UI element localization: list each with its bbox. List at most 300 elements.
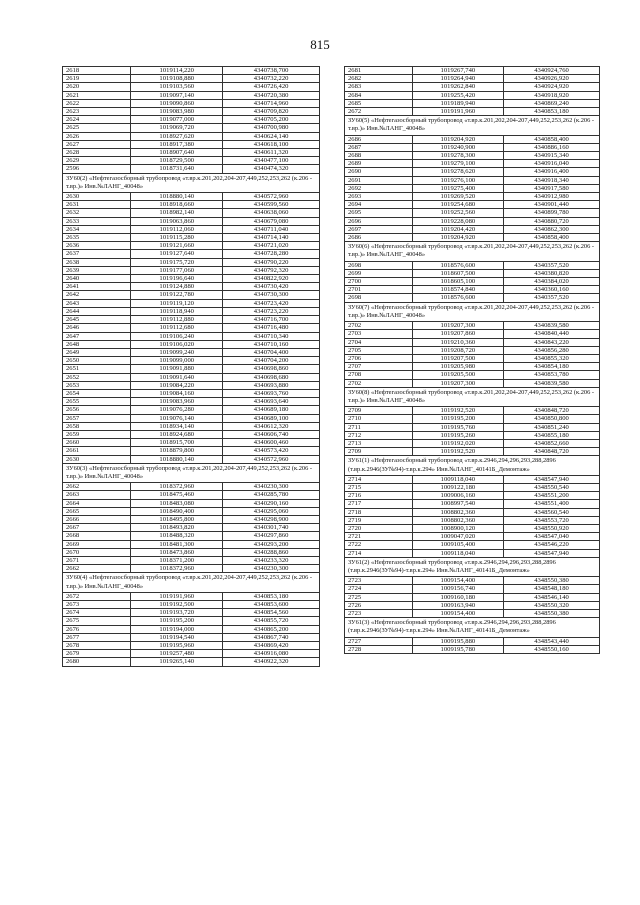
x-coordinate: 1018473,860 xyxy=(131,548,223,556)
y-coordinate: 4348546,140 xyxy=(504,593,600,601)
y-coordinate: 4340924,760 xyxy=(504,67,600,75)
y-coordinate: 4340599,560 xyxy=(223,201,320,209)
point-number: 2724 xyxy=(345,585,413,593)
table-row xyxy=(63,406,320,414)
table-row xyxy=(63,140,320,148)
y-coordinate: 4340851,240 xyxy=(504,423,600,431)
point-number: 2691 xyxy=(345,176,413,184)
table-row xyxy=(63,234,320,242)
table-row xyxy=(345,346,600,354)
point-number: 2621 xyxy=(63,91,131,99)
y-coordinate: 4340477,100 xyxy=(223,157,320,165)
section-header: ЗУ60(3) «Нефтегазосборный трубопровод «т.вр.к.201,202,204-207,449,252,253,262 (к.206 - т.вр.)» Инв.№ЛАНГ_40048» xyxy=(63,463,320,482)
x-coordinate: 1019069,720 xyxy=(131,124,223,132)
table-row xyxy=(63,357,320,365)
y-coordinate: 4340572,960 xyxy=(223,193,320,201)
table-row xyxy=(63,491,320,499)
point-number: 2723 xyxy=(345,610,413,618)
point-number: 2631 xyxy=(63,201,131,209)
point-number: 2722 xyxy=(345,541,413,549)
section-header: ЗУ60(5) «Нефтегазосборный трубопровод «т.вр.к.201,202,204-207,449,252,253,262 (к.206 - т.вр.)» Инв.№ЛАНГ_40048» xyxy=(345,116,600,135)
point-number: 2623 xyxy=(63,108,131,116)
point-number: 2632 xyxy=(63,209,131,217)
point-number: 2728 xyxy=(345,645,413,653)
x-coordinate: 1018917,380 xyxy=(131,140,223,148)
y-coordinate: 4340380,820 xyxy=(504,269,600,277)
point-number: 2634 xyxy=(63,225,131,233)
x-coordinate: 1019108,880 xyxy=(131,75,223,83)
x-coordinate: 1018576,600 xyxy=(412,294,503,302)
x-coordinate: 1019099,000 xyxy=(131,357,223,365)
table-row xyxy=(63,625,320,633)
table-row xyxy=(63,548,320,556)
table-row xyxy=(63,455,320,463)
y-coordinate: 4340924,920 xyxy=(504,83,600,91)
y-coordinate: 4348550,540 xyxy=(504,483,600,491)
table-row xyxy=(345,585,600,593)
x-coordinate: 1019083,980 xyxy=(131,108,223,116)
y-coordinate: 4340918,340 xyxy=(504,176,600,184)
y-coordinate: 4348543,440 xyxy=(504,637,600,645)
x-coordinate: 1019192,520 xyxy=(412,448,503,456)
x-coordinate: 1019207,500 xyxy=(412,354,503,362)
x-coordinate: 1018495,800 xyxy=(131,515,223,523)
table-row xyxy=(345,448,600,456)
x-coordinate: 1019264,940 xyxy=(412,75,503,83)
section-header-row xyxy=(345,302,600,321)
point-number: 2727 xyxy=(345,637,413,645)
x-coordinate: 1019175,720 xyxy=(131,258,223,266)
table-row xyxy=(345,439,600,447)
table-row xyxy=(63,83,320,91)
table-row xyxy=(345,516,600,524)
point-number: 2628 xyxy=(63,149,131,157)
x-coordinate: 1019193,720 xyxy=(131,609,223,617)
point-number: 2675 xyxy=(63,617,131,625)
y-coordinate: 4340848,720 xyxy=(504,448,600,456)
y-coordinate: 4340624,140 xyxy=(223,132,320,140)
table-row xyxy=(345,209,600,217)
x-coordinate: 1018483,080 xyxy=(131,499,223,507)
point-number: 2646 xyxy=(63,324,131,332)
x-coordinate: 1019115,280 xyxy=(131,234,223,242)
point-number: 2682 xyxy=(345,75,413,83)
y-coordinate: 4340848,720 xyxy=(504,407,600,415)
table-row xyxy=(345,217,600,225)
y-coordinate: 4340839,580 xyxy=(504,322,600,330)
table-row xyxy=(63,266,320,274)
y-coordinate: 4340297,860 xyxy=(223,532,320,540)
x-coordinate: 1019191,960 xyxy=(131,592,223,600)
y-coordinate: 4340843,220 xyxy=(504,338,600,346)
table-row xyxy=(63,609,320,617)
point-number: 2681 xyxy=(345,67,413,75)
table-row xyxy=(345,363,600,371)
y-coordinate: 4340288,860 xyxy=(223,548,320,556)
x-coordinate: 1019205,980 xyxy=(412,363,503,371)
point-number: 2713 xyxy=(345,439,413,447)
x-coordinate: 1019207,300 xyxy=(412,379,503,387)
x-coordinate: 1008900,120 xyxy=(412,524,503,532)
x-coordinate: 1019257,480 xyxy=(131,650,223,658)
x-coordinate: 1019084,160 xyxy=(131,389,223,397)
x-coordinate: 1019207,300 xyxy=(412,322,503,330)
y-coordinate: 4340854,180 xyxy=(504,363,600,371)
x-coordinate: 1018372,960 xyxy=(131,483,223,491)
point-number: 2620 xyxy=(63,83,131,91)
y-coordinate: 4340716,480 xyxy=(223,324,320,332)
y-coordinate: 4340600,460 xyxy=(223,439,320,447)
table-row xyxy=(63,217,320,225)
table-row xyxy=(345,168,600,176)
point-number: 2702 xyxy=(345,322,413,330)
x-coordinate: 1019252,560 xyxy=(412,209,503,217)
x-coordinate: 1019099,240 xyxy=(131,348,223,356)
table-row xyxy=(345,143,600,151)
y-coordinate: 4340880,720 xyxy=(504,217,600,225)
table-row xyxy=(345,541,600,549)
y-coordinate: 4340723,220 xyxy=(223,307,320,315)
table-row xyxy=(345,354,600,362)
y-coordinate: 4340285,780 xyxy=(223,491,320,499)
table-row xyxy=(63,116,320,124)
table-row xyxy=(345,431,600,439)
y-coordinate: 4340858,400 xyxy=(504,234,600,242)
table-row xyxy=(63,540,320,548)
table-row xyxy=(63,209,320,217)
y-coordinate: 4340867,740 xyxy=(223,633,320,641)
point-number: 2726 xyxy=(345,601,413,609)
y-coordinate: 4340854,560 xyxy=(223,609,320,617)
y-coordinate: 4340689,100 xyxy=(223,414,320,422)
section-header-row xyxy=(345,557,600,576)
y-coordinate: 4340865,200 xyxy=(223,625,320,633)
x-coordinate: 1019194,000 xyxy=(131,625,223,633)
y-coordinate: 4340730,300 xyxy=(223,291,320,299)
point-number: 2662 xyxy=(63,483,131,491)
table-row xyxy=(63,165,320,173)
x-coordinate: 1019076,140 xyxy=(131,414,223,422)
table-row xyxy=(63,483,320,491)
table-row xyxy=(345,67,600,75)
table-row xyxy=(63,324,320,332)
y-coordinate: 4340714,960 xyxy=(223,99,320,107)
table-row xyxy=(345,91,600,99)
point-number: 2656 xyxy=(63,406,131,414)
table-row xyxy=(63,348,320,356)
x-coordinate: 1019196,640 xyxy=(131,275,223,283)
y-coordinate: 4340922,320 xyxy=(223,658,320,666)
point-number: 2666 xyxy=(63,515,131,523)
x-coordinate: 1018605,100 xyxy=(412,278,503,286)
y-coordinate: 4340709,820 xyxy=(223,108,320,116)
y-coordinate: 4340612,320 xyxy=(223,422,320,430)
x-coordinate: 1019204,920 xyxy=(412,234,503,242)
table-row xyxy=(63,373,320,381)
page-number: 815 xyxy=(310,37,330,52)
x-coordinate: 1019262,840 xyxy=(412,83,503,91)
point-number: 2618 xyxy=(63,67,131,75)
point-number: 2708 xyxy=(345,371,413,379)
point-number: 2658 xyxy=(63,422,131,430)
table-row xyxy=(63,430,320,438)
x-coordinate: 1019077,000 xyxy=(131,116,223,124)
point-number: 2698 xyxy=(345,294,413,302)
y-coordinate: 4348550,320 xyxy=(504,601,600,609)
point-number: 2694 xyxy=(345,201,413,209)
y-coordinate: 4340852,660 xyxy=(504,439,600,447)
section-header: ЗУ61(2) «Нефтегазосборный трубопровод «т.вр.к.2946,294,296,293,288,2896 (т.вр.к.2946(ЗУ№94)-т.вр.к.294» Инв.№ЛАНГ_40141Б_Демонтаж» xyxy=(345,557,600,576)
table-row xyxy=(63,439,320,447)
y-coordinate: 4340705,200 xyxy=(223,116,320,124)
table-row xyxy=(63,389,320,397)
x-coordinate: 1019112,680 xyxy=(131,324,223,332)
point-number: 2630 xyxy=(63,455,131,463)
x-coordinate: 1019192,020 xyxy=(412,439,503,447)
table-row xyxy=(345,322,600,330)
table-row xyxy=(63,524,320,532)
x-coordinate: 1019122,780 xyxy=(131,291,223,299)
coordinates-table-left xyxy=(62,66,320,667)
x-coordinate: 1019276,100 xyxy=(412,176,503,184)
table-row xyxy=(63,67,320,75)
x-coordinate: 1018729,500 xyxy=(131,157,223,165)
y-coordinate: 4340721,020 xyxy=(223,242,320,250)
table-row xyxy=(345,135,600,143)
point-number: 2678 xyxy=(63,642,131,650)
table-row xyxy=(345,379,600,387)
x-coordinate: 1018371,200 xyxy=(131,556,223,564)
y-coordinate: 4340916,080 xyxy=(223,650,320,658)
point-number: 2640 xyxy=(63,275,131,283)
x-coordinate: 1009156,740 xyxy=(412,585,503,593)
point-number: 2690 xyxy=(345,168,413,176)
table-row xyxy=(63,650,320,658)
table-row xyxy=(345,492,600,500)
table-row xyxy=(345,637,600,645)
y-coordinate: 4340230,300 xyxy=(223,483,320,491)
point-number: 2709 xyxy=(345,407,413,415)
point-number: 2655 xyxy=(63,398,131,406)
x-coordinate: 1019091,880 xyxy=(131,365,223,373)
table-row xyxy=(63,592,320,600)
point-number: 2707 xyxy=(345,363,413,371)
table-row xyxy=(63,332,320,340)
y-coordinate: 4340869,420 xyxy=(223,642,320,650)
x-coordinate: 1019204,420 xyxy=(412,225,503,233)
table-row xyxy=(63,447,320,455)
x-coordinate: 1018927,620 xyxy=(131,132,223,140)
table-row xyxy=(345,423,600,431)
point-number: 2689 xyxy=(345,160,413,168)
table-row xyxy=(63,381,320,389)
x-coordinate: 1009122,180 xyxy=(412,483,503,491)
point-number: 2715 xyxy=(345,483,413,491)
x-coordinate: 1019112,060 xyxy=(131,225,223,233)
point-number: 2664 xyxy=(63,499,131,507)
x-coordinate: 1019121,660 xyxy=(131,242,223,250)
section-header-row xyxy=(63,573,320,592)
point-number: 2725 xyxy=(345,593,413,601)
table-row xyxy=(63,499,320,507)
table-row xyxy=(63,565,320,573)
x-coordinate: 1018607,500 xyxy=(412,269,503,277)
x-coordinate: 1019267,740 xyxy=(412,67,503,75)
y-coordinate: 4348550,380 xyxy=(504,577,600,585)
table-row xyxy=(345,83,600,91)
y-coordinate: 4348548,180 xyxy=(504,585,600,593)
table-row xyxy=(63,532,320,540)
section-header-row xyxy=(345,456,600,475)
table-row xyxy=(345,407,600,415)
table-row xyxy=(63,75,320,83)
table-row xyxy=(345,549,600,557)
y-coordinate: 4340720,380 xyxy=(223,91,320,99)
point-number: 2649 xyxy=(63,348,131,356)
table-row xyxy=(63,414,320,422)
y-coordinate: 4340606,740 xyxy=(223,430,320,438)
x-coordinate: 1018924,680 xyxy=(131,430,223,438)
point-number: 2693 xyxy=(345,193,413,201)
y-coordinate: 4348551,200 xyxy=(504,492,600,500)
point-number: 2663 xyxy=(63,491,131,499)
point-number: 2672 xyxy=(63,592,131,600)
section-header: ЗУ60(8) «Нефтегазосборный трубопровод «т.вр.к.201,202,204-207,449,252,253,262 (к.206 - т.вр.)» Инв.№ЛАНГ_40048» xyxy=(345,387,600,406)
x-coordinate: 1019207,860 xyxy=(412,330,503,338)
y-coordinate: 4340732,220 xyxy=(223,75,320,83)
table-row xyxy=(63,507,320,515)
x-coordinate: 1019112,880 xyxy=(131,316,223,324)
right-column xyxy=(344,66,600,654)
x-coordinate: 1018475,460 xyxy=(131,491,223,499)
point-number: 2705 xyxy=(345,346,413,354)
y-coordinate: 4340901,440 xyxy=(504,201,600,209)
point-number: 2662 xyxy=(63,565,131,573)
y-coordinate: 4340738,700 xyxy=(223,67,320,75)
x-coordinate: 1019124,880 xyxy=(131,283,223,291)
x-coordinate: 1019189,940 xyxy=(412,99,503,107)
y-coordinate: 4340679,080 xyxy=(223,217,320,225)
table-row xyxy=(345,645,600,653)
x-coordinate: 1019240,900 xyxy=(412,143,503,151)
section-header: ЗУ60(4) «Нефтегазосборный трубопровод «т.вр.к.201,202,204-207,449,252,253,262 (к.206 - т.вр.)» Инв.№ЛАНГ_40048» xyxy=(63,573,320,592)
y-coordinate: 4340853,600 xyxy=(223,601,320,609)
table-row xyxy=(63,601,320,609)
section-header: ЗУ60(7) «Нефтегазосборный трубопровод «т.вр.к.201,202,204-207,449,252,253,262 (к.206 - т.вр.)» Инв.№ЛАНГ_40048» xyxy=(345,302,600,321)
point-number: 2718 xyxy=(345,508,413,516)
point-number: 2626 xyxy=(63,132,131,140)
y-coordinate: 4340856,280 xyxy=(504,346,600,354)
y-coordinate: 4340689,180 xyxy=(223,406,320,414)
point-number: 2645 xyxy=(63,316,131,324)
point-number: 2624 xyxy=(63,116,131,124)
y-coordinate: 4348550,160 xyxy=(504,645,600,653)
point-number: 2622 xyxy=(63,99,131,107)
x-coordinate: 1009105,400 xyxy=(412,541,503,549)
section-header: ЗУ61(3) «Нефтегазосборный трубопровод «т.вр.к.2946,294,296,293,288,2896 (т.вр.к.2946(ЗУ№94)-т.вр.к.294» Инв.№ЛАНГ_40141Б_Демонтаж» xyxy=(345,618,600,637)
section-header: ЗУ60(2) «Нефтегазосборный трубопровод «т.вр.к.201,202,204-207,449,252,253,262 (к.206 - т.вр.)» Инв.№ЛАНГ_40048» xyxy=(63,173,320,192)
y-coordinate: 4340618,100 xyxy=(223,140,320,148)
point-number: 2680 xyxy=(63,658,131,666)
x-coordinate: 1019195,760 xyxy=(412,423,503,431)
point-number: 2671 xyxy=(63,556,131,564)
x-coordinate: 1018372,960 xyxy=(131,565,223,573)
table-row xyxy=(63,149,320,157)
x-coordinate: 1018490,400 xyxy=(131,507,223,515)
table-row xyxy=(345,269,600,277)
table-row xyxy=(63,201,320,209)
y-coordinate: 4340926,920 xyxy=(504,75,600,83)
x-coordinate: 1019269,520 xyxy=(412,193,503,201)
y-coordinate: 4348550,380 xyxy=(504,610,600,618)
y-coordinate: 4340384,020 xyxy=(504,278,600,286)
table-row xyxy=(345,524,600,532)
y-coordinate: 4340698,680 xyxy=(223,373,320,381)
section-header: ЗУ61(1) «Нефтегазосборный трубопровод «т.вр.к.2946,294,296,293,288,2896 (т.вр.к.2946(ЗУ№94)-т.вр.к.294» Инв.№ЛАНГ_40141Б_Демонтаж» xyxy=(345,456,600,475)
point-number: 2653 xyxy=(63,381,131,389)
x-coordinate: 1019194,540 xyxy=(131,633,223,641)
left-column xyxy=(62,66,320,667)
y-coordinate: 4340853,180 xyxy=(504,108,600,116)
point-number: 2651 xyxy=(63,365,131,373)
y-coordinate: 4340855,720 xyxy=(223,617,320,625)
x-coordinate: 1019208,720 xyxy=(412,346,503,354)
x-coordinate: 1019191,960 xyxy=(412,108,503,116)
x-coordinate: 1008802,360 xyxy=(412,516,503,524)
y-coordinate: 4340693,640 xyxy=(223,398,320,406)
table-row xyxy=(345,99,600,107)
y-coordinate: 4340728,280 xyxy=(223,250,320,258)
point-number: 2630 xyxy=(63,193,131,201)
point-number: 2695 xyxy=(345,209,413,217)
table-row xyxy=(345,75,600,83)
x-coordinate: 1019278,620 xyxy=(412,168,503,176)
point-number: 2672 xyxy=(345,108,413,116)
x-coordinate: 1009163,940 xyxy=(412,601,503,609)
x-coordinate: 1019063,860 xyxy=(131,217,223,225)
y-coordinate: 4340716,700 xyxy=(223,316,320,324)
table-row xyxy=(63,617,320,625)
y-coordinate: 4340839,580 xyxy=(504,379,600,387)
table-row xyxy=(345,108,600,116)
x-coordinate: 1018907,640 xyxy=(131,149,223,157)
point-number: 2642 xyxy=(63,291,131,299)
y-coordinate: 4340723,420 xyxy=(223,299,320,307)
y-coordinate: 4340474,320 xyxy=(223,165,320,173)
table-row xyxy=(63,633,320,641)
point-number: 2644 xyxy=(63,307,131,315)
point-number: 2677 xyxy=(63,633,131,641)
x-coordinate: 1018879,800 xyxy=(131,447,223,455)
point-number: 2700 xyxy=(345,278,413,286)
y-coordinate: 4340840,440 xyxy=(504,330,600,338)
table-row xyxy=(63,340,320,348)
table-row xyxy=(63,193,320,201)
x-coordinate: 1019106,240 xyxy=(131,332,223,340)
point-number: 2676 xyxy=(63,625,131,633)
point-number: 2643 xyxy=(63,299,131,307)
table-row xyxy=(345,593,600,601)
x-coordinate: 1019076,280 xyxy=(131,406,223,414)
y-coordinate: 4340726,420 xyxy=(223,83,320,91)
point-number: 2712 xyxy=(345,431,413,439)
table-row xyxy=(345,500,600,508)
table-row xyxy=(345,483,600,491)
x-coordinate: 1019084,220 xyxy=(131,381,223,389)
x-coordinate: 1018731,640 xyxy=(131,165,223,173)
point-number: 2721 xyxy=(345,533,413,541)
table-row xyxy=(345,286,600,294)
